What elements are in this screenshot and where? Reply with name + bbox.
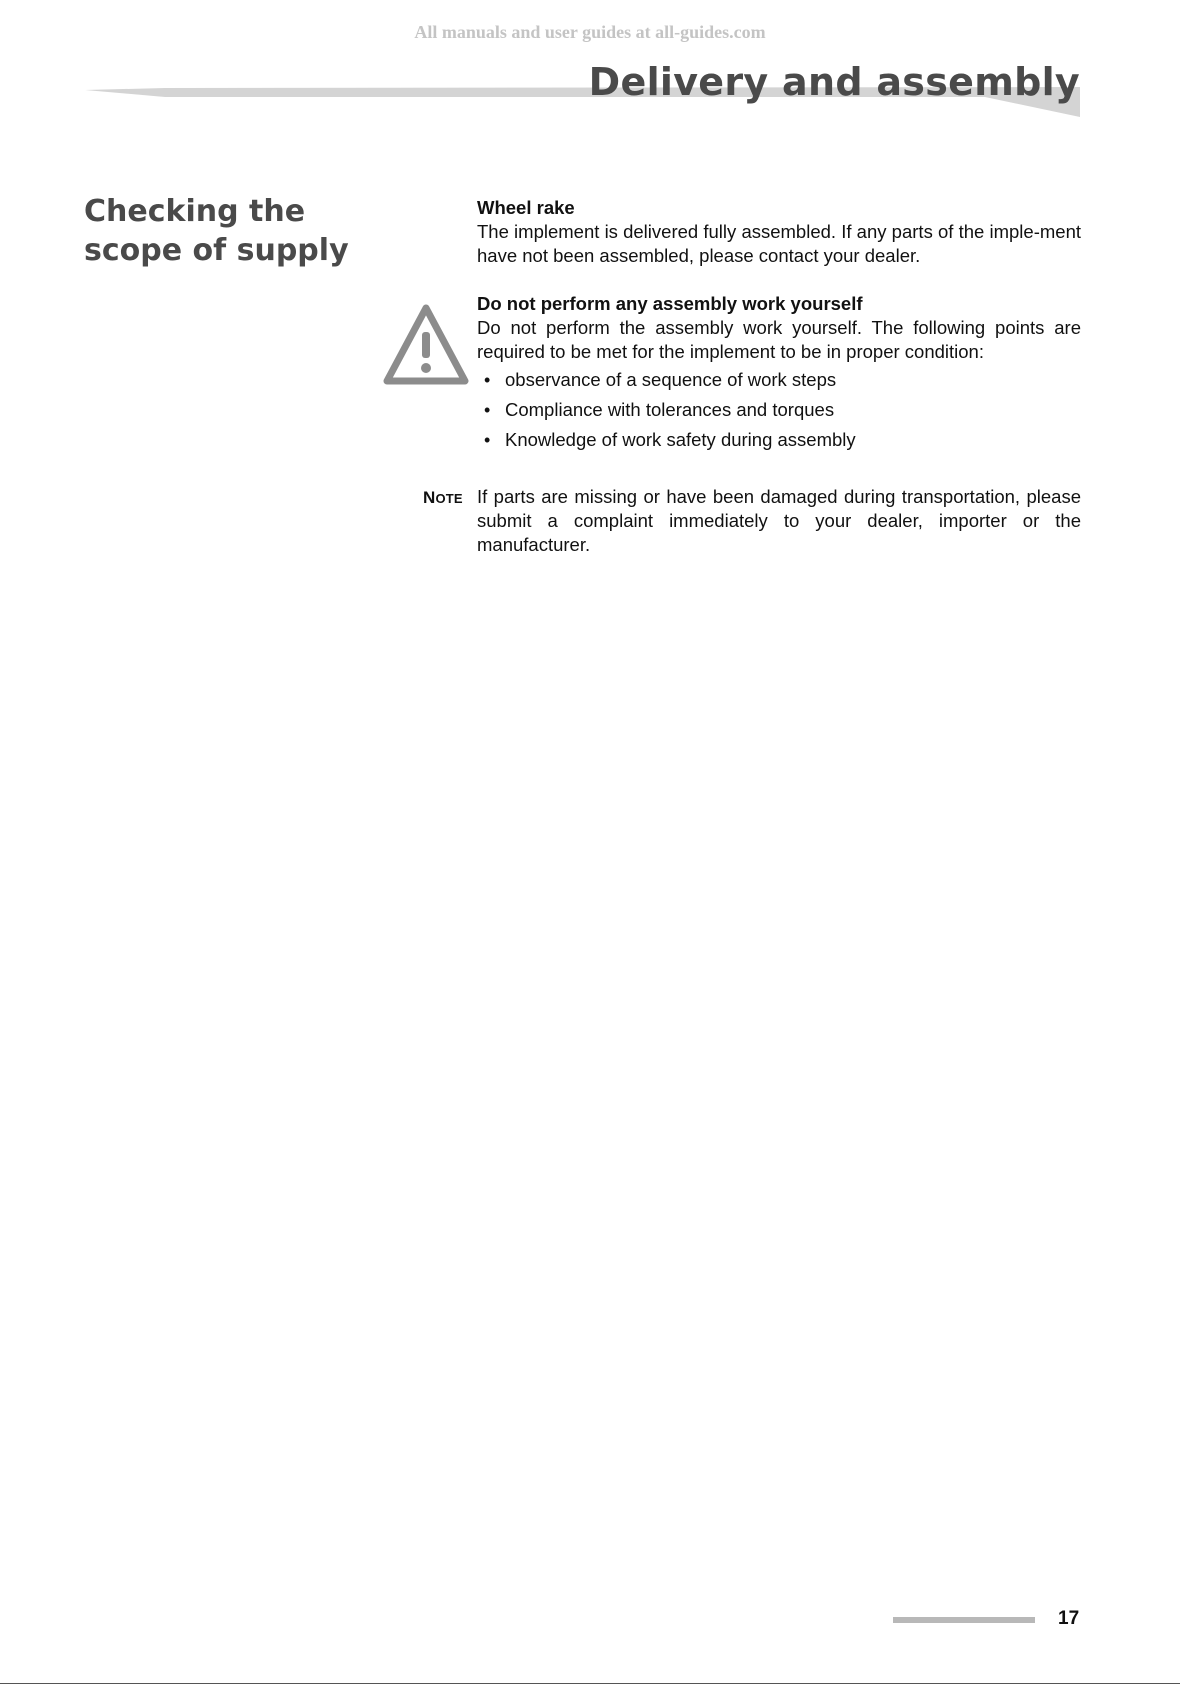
- warning-title: Do not perform any assembly work yourself: [477, 293, 863, 314]
- side-heading-line-2: scope of supply: [84, 233, 349, 268]
- warning-bullet-list: [477, 368, 1081, 452]
- bullet-icon: •: [484, 430, 491, 450]
- main-content: [477, 196, 1081, 476]
- warning-triangle-icon: [383, 304, 469, 386]
- wheel-rake-section: [477, 196, 1081, 268]
- note-label: NOTE: [423, 488, 463, 507]
- warning-section: [477, 292, 1081, 452]
- list-item: • observance of a sequence of work steps: [484, 369, 837, 390]
- note-text: If parts are missing or have been damaged during transportation, please submit a complaint immediately to your dealer, importer or the manufacturer.: [477, 486, 1081, 555]
- bullet-icon: •: [484, 400, 491, 420]
- wheel-rake-title: Wheel rake: [477, 197, 575, 218]
- footer-bar: [893, 1617, 1035, 1623]
- list-item: • Knowledge of work safety during assembly: [484, 429, 856, 450]
- list-item: • Compliance with tolerances and torques: [484, 399, 835, 420]
- bottom-rule: [0, 1683, 1180, 1684]
- page-number: 17: [1058, 1608, 1080, 1629]
- warning-text: Do not perform the assembly work yourself. The following points are required to be met for the implement to be in proper condition:: [477, 317, 1081, 362]
- wheel-rake-text: The implement is delivered fully assembled. If any parts of the imple-ment have not been assembled, please contact your dealer.: [477, 221, 1081, 266]
- side-heading-line-1: Checking the: [84, 194, 306, 229]
- section-title: Delivery and assembly: [588, 60, 1080, 104]
- watermark-text: All manuals and user guides at all-guides.com: [414, 22, 766, 42]
- side-heading: [84, 192, 374, 270]
- bullet-icon: •: [484, 370, 491, 390]
